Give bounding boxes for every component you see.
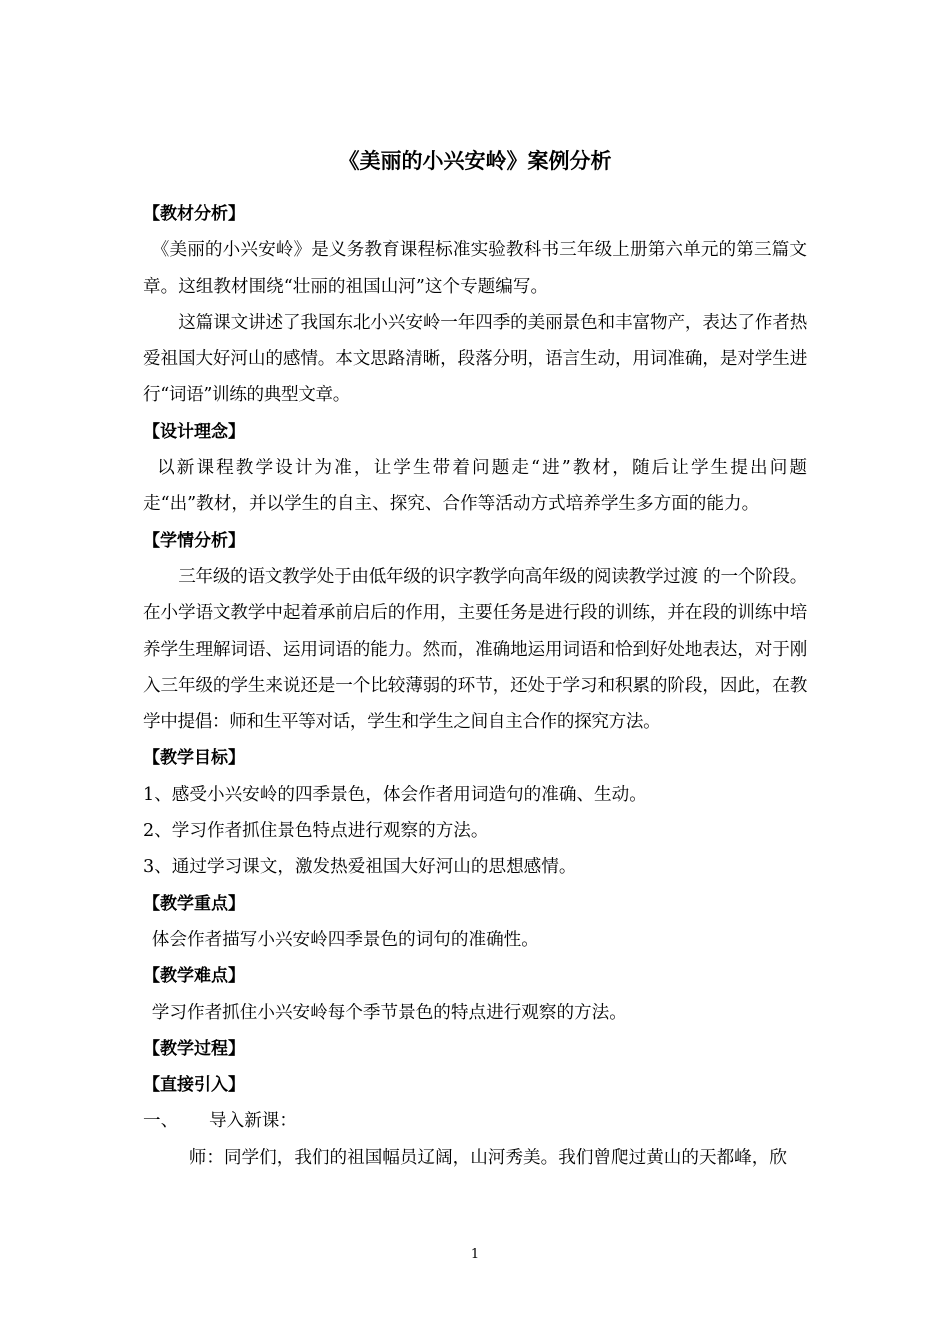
document-title: 《美丽的小兴安岭》案例分析 bbox=[338, 149, 612, 173]
paragraph-jiaocai-1: 《美丽的小兴安岭》是义务教育课程标准实验教科书三年级上册第六单元的第三篇文章。这组教材围绕“壮丽的祖国山河”这个专题编写。 bbox=[143, 240, 807, 297]
heading-zhongdian: 【教学重点】 bbox=[143, 893, 245, 914]
paragraph-xueqing-1: 三年级的语文教学处于由低年级的识字教学向高年级的阅读教学过渡 的一个阶段。在小学语文教学中起着承前启后的作用，主要任务是进行段的训练，并在段的训练中培养学生理解词语、运用词语的能力。然而，准确地运用词语和恰到好处地表达，对于刚入三年级的学生来说还是一个比较薄弱的环节，还处于学习和积累的阶段，因此，在教学中提倡：师和生平等对话，学生和学生之间自主合作的探究方法。 bbox=[143, 566, 807, 733]
list-item-mubiao-1: 1、感受小兴安岭的四季景色，体会作者用词造句的准确、生动。 bbox=[143, 784, 647, 805]
heading-nandian: 【教学难点】 bbox=[143, 966, 245, 987]
paragraph-sheji-1: 以新课程教学设计为准，让学生带着问题走“进”教材，随后让学生提出问题走“出”教材，并以学生的自主、探究、合作等活动方式培养学生多方面的能力。 bbox=[143, 458, 807, 515]
page-number: 1 bbox=[470, 1247, 480, 1262]
heading-xueqing: 【学情分析】 bbox=[143, 530, 245, 551]
heading-sheji: 【设计理念】 bbox=[143, 421, 245, 442]
heading-mubiao: 【教学目标】 bbox=[143, 748, 245, 769]
paragraph-nandian-1: 学习作者抓住小兴安岭每个季节景色的特点进行观察的方法。 bbox=[151, 1002, 627, 1023]
heading-guocheng: 【教学过程】 bbox=[143, 1038, 245, 1059]
step-number: 一、 bbox=[143, 1111, 179, 1132]
list-item-mubiao-3: 3、通过学习课文，激发热爱祖国大好河山的思想感情。 bbox=[143, 857, 577, 878]
heading-jiaocai: 【教材分析】 bbox=[143, 204, 245, 224]
heading-yinru: 【直接引入】 bbox=[143, 1075, 245, 1096]
step-one bbox=[143, 1103, 807, 1139]
paragraph-jiaocai-2: 这篇课文讲述了我国东北小兴安岭一年四季的美丽景色和丰富物产，表达了作者热爱祖国大好河山的感情。本文思路清晰，段落分明，语言生动，用词准确，是对学生进行“词语”训练的典型文章。 bbox=[143, 312, 807, 406]
document-body bbox=[143, 196, 807, 1176]
paragraph-zhongdian-1: 体会作者描写小兴安岭四季景色的词句的准确性。 bbox=[151, 929, 539, 950]
step-label: 导入新课： bbox=[209, 1111, 297, 1132]
paragraph-yinru-1: 师：同学们，我们的祖国幅员辽阔，山河秀美。我们曾爬过黄山的天都峰，欣 bbox=[188, 1147, 787, 1168]
list-item-mubiao-2: 2、学习作者抓住景色特点进行观察的方法。 bbox=[143, 821, 489, 842]
